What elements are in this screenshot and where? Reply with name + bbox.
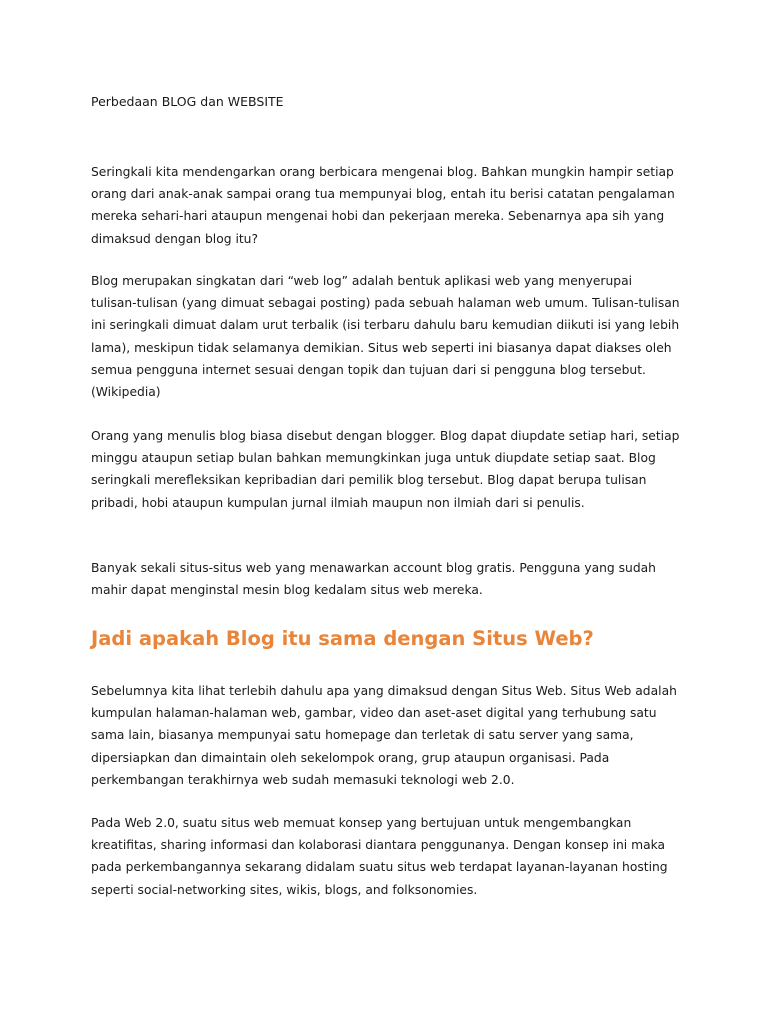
section-heading: Jadi apakah Blog itu sama dengan Situs Web? (91, 627, 594, 650)
paragraph-section-1: Sebelumnya kita lihat terlebih dahulu apa yang dimaksud dengan Situs Web. Situs Web adalah kumpulan halaman-halaman web, gambar, video dan aset-aset digital yang terhubung satu sama lain, biasanya mempunyai satu homepage dan terletak di satu server yang sama, dipersiapkan dan dimaintain oleh sekelompok orang, grup ataupun organisasi. Pada perkembangan terakhirnya web sudah memasuki teknologi web 2.0. (91, 684, 677, 787)
paragraph-intro-3: Orang yang menulis blog biasa disebut dengan blogger. Blog dapat diupdate setiap hari, setiap minggu ataupun setiap bulan bahkan memungkinkan juga untuk diupdate setiap saat. Blog seringkali merefleksikan kepribadian dari pemilik blog tersebut. Blog dapat berupa tulisan pribadi, hobi ataupun kumpulan jurnal ilmiah maupun non ilmiah dari si penulis. (91, 429, 680, 510)
paragraph-intro-2: Blog merupakan singkatan dari “web log” adalah bentuk aplikasi web yang menyerupai tulisan-tulisan (yang dimuat sebagai posting) pada sebuah halaman web umum. Tulisan-tulisan ini seringkali dimuat dalam urut terbalik (isi terbaru dahulu baru kemudian diikuti isi yang lebih lama), meskipun tidak selamanya demikian. Situs web seperti ini biasanya dapat diakses oleh semua pengguna internet sesuai dengan topik dan tujuan dari si pengguna blog tersebut. (Wikipedia) (91, 274, 680, 400)
paragraph-intro-1: Seringkali kita mendengarkan orang berbicara mengenai blog. Bahkan mungkin hampir setiap orang dari anak-anak sampai orang tua mempunyai blog, entah itu berisi catatan pengalaman mereka sehari-hari ataupun mengenai hobi dan pekerjaan mereka. Sebenarnya apa sih yang dimaksud dengan blog itu? (91, 165, 675, 246)
paragraph-section-2: Pada Web 2.0, suatu situs web memuat konsep yang bertujuan untuk mengembangkan kreatifitas, sharing informasi dan kolaborasi diantara penggunanya. Dengan konsep ini maka pada perkembangannya sekarang didalam suatu situs web terdapat layanan-layanan hosting seperti social-networking sites, wikis, blogs, and folksonomies. (91, 816, 668, 897)
document-title: Perbedaan BLOG dan WEBSITE (91, 94, 284, 109)
paragraph-intro-4: Banyak sekali situs-situs web yang menawarkan account blog gratis. Pengguna yang sudah mahir dapat menginstal mesin blog kedalam situs web mereka. (91, 561, 656, 598)
